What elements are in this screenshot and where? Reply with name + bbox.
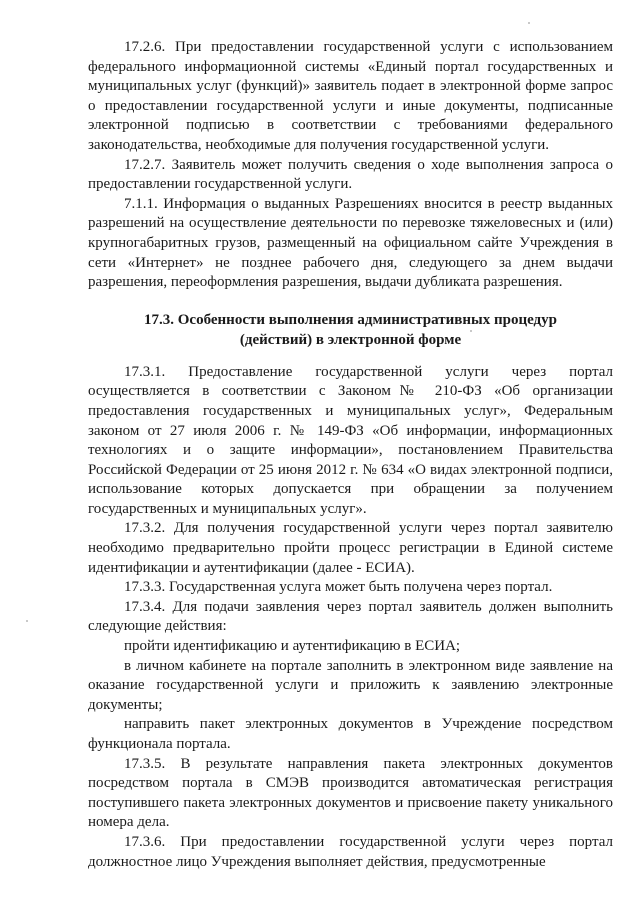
paragraph-17-3-1: 17.3.1. Предоставление государственной услуги через портал осуществляется в соответствии с Законом№ 210-ФЗ «Об организации предоставления государственных и муниципальных услуг», Федеральным законом от 27 июля 2006 г. № 149-ФЗ «Об информации, информационных технологиях и о защите информации», постановлением Правительства Российской Федерации от 25 июня 2012 г. № 634 «О видах электронной подписи, использование которых допускается при обращении за получением государственных и муниципальных услуг». <box>88 363 613 517</box>
section-heading-line-2: (действий) в электронной форме <box>239 331 462 348</box>
paragraph-17-3-3: 17.3.3. Государственная услуга может быть получена через портал. <box>124 579 553 596</box>
section-heading-line-1: 17.3. Особенности выполнения административных процедур <box>144 311 557 328</box>
paragraph-17-3-5: 17.3.5. В результате направления пакета электронных документов посредством портала в СМЭВ производится автоматическая регистрация поступившего пакета электронных документов и присвоение пакету уникального номера дела. <box>88 755 613 831</box>
list-item-fill-application: в личном кабинете на портале заполнить в электронном виде заявление на оказание государственной услуги и приложить к заявлению электронные документы; <box>88 657 613 713</box>
scan-speck <box>470 330 472 332</box>
document-page <box>88 38 613 872</box>
paragraph-17-3-4: 17.3.4. Для подачи заявления через портал заявитель должен выполнить следующие действия: <box>88 598 613 635</box>
paragraph-17-2-7: 17.2.7. Заявитель может получить сведения о ходе выполнения запроса о предоставлении государственной услуги. <box>88 156 613 193</box>
paragraph-17-3-2: 17.3.2. Для получения государственной услуги через портал заявителю необходимо предварительно пройти процесс регистрации в Единой системе идентификации и аутентификации (далее - ЕСИА). <box>88 520 613 576</box>
list-item-identification: пройти идентификацию и аутентификацию в ЕСИА; <box>124 638 461 655</box>
section-heading <box>88 310 613 350</box>
scan-speck <box>528 22 530 24</box>
paragraph-7-1-1: 7.1.1. Информация о выданных Разрешениях вносится в реестр выданных разрешений на осуществление деятельности по перевозке тяжеловесных и (или) крупногабаритных грузов, размещенный на официальном сайте Учреждения в сети «Интернет» не позднее рабочего дня, следующего за днем выдачи разрешения, переоформления разрешения, выдачи дубликата разрешения. <box>88 195 613 291</box>
scan-speck <box>26 620 28 622</box>
paragraph-17-2-6: 17.2.6. При предоставлении государственной услуги с использованием федерального информационной системы «Единый портал государственных и муниципальных услуг (функций)» заявитель подает в электронной форме запрос о предоставлении государственной услуги и иные документы, подписанные электронной подписью в соответствии с требованиями федерального законодательства, необходимые для получения государственной услуги. <box>88 39 613 153</box>
paragraph-17-3-6: 17.3.6. При предоставлении государственной услуги через портал должностное лицо Учреждения выполняет действия, предусмотренные <box>88 833 613 870</box>
list-item-send-package: направить пакет электронных документов в Учреждение посредством функционала портала. <box>88 716 613 752</box>
